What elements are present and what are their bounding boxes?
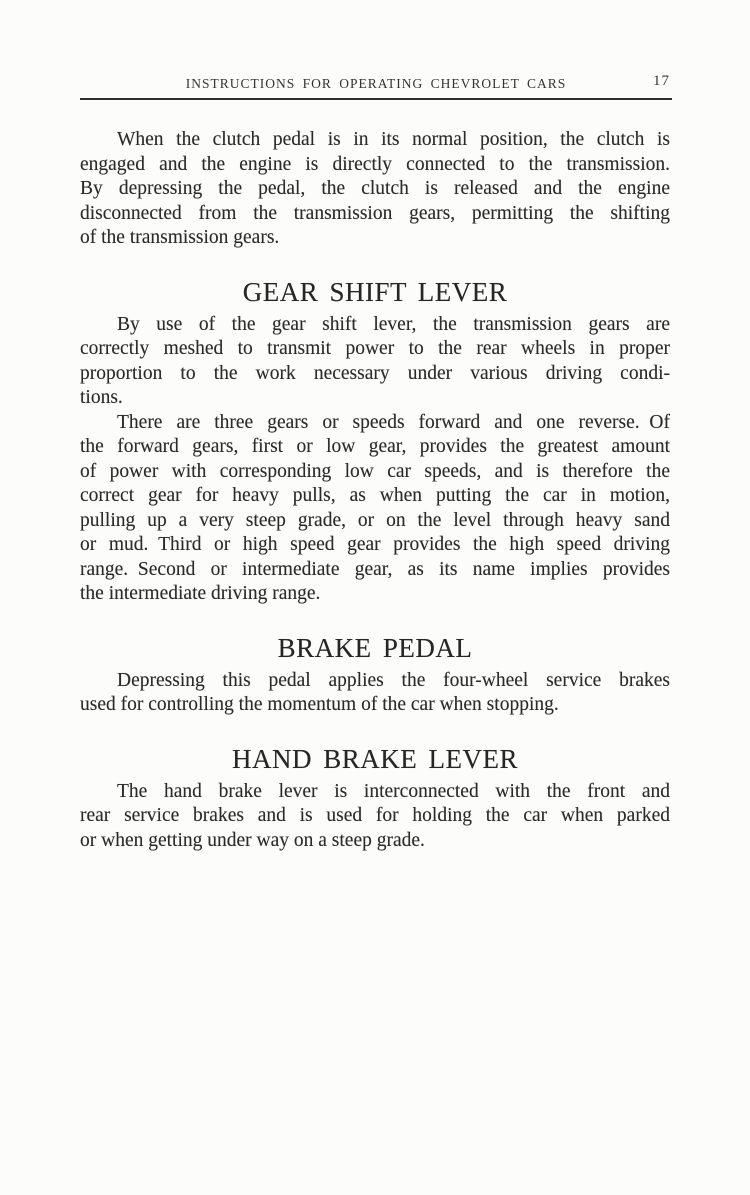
body-line: proportion to the work necessary under various driving condi- — [80, 362, 670, 384]
section-heading-gear-shift-lever: GEAR SHIFT LEVER — [242, 276, 508, 307]
paragraph-gear-shift-use — [80, 313, 670, 411]
body-line: or when getting under way on a steep grade. — [80, 829, 425, 851]
body-line: used for controlling the momentum of the car when stopping. — [80, 694, 559, 715]
paragraph-hand-brake — [80, 780, 670, 854]
body-line: or mud. Third or high speed gear provides the high speed driving — [80, 534, 670, 555]
body-line: When the clutch pedal is in its normal position, the clutch is — [117, 129, 670, 150]
body-line: The hand brake lever is interconnected with the front and — [117, 780, 670, 802]
body-line: tions. — [80, 387, 123, 408]
body-line: correct gear for heavy pulls, as when putting the car in motion, — [80, 485, 670, 506]
page-number: 17 — [653, 73, 670, 89]
paragraph-clutch-pedal — [80, 128, 670, 251]
body-line: pulling up a very steep grade, or on the level through heavy sand — [80, 509, 670, 531]
body-line: By depressing the pedal, the clutch is released and the engine — [80, 178, 670, 199]
body-line: rear service brakes and is used for holding the car when parked — [80, 805, 670, 826]
body-line: the intermediate driving range. — [80, 583, 321, 604]
body-line: correctly meshed to transmit power to the rear wheels in proper — [80, 338, 670, 359]
body-line: By use of the gear shift lever, the transmission gears are — [117, 313, 670, 335]
body-line: range. Second or intermediate gear, as its name implies provides — [80, 558, 670, 580]
body-line: of power with corresponding low car speeds, and is therefore the — [80, 460, 670, 482]
paragraph-gears-description — [80, 411, 670, 607]
body-line: of the transmission gears. — [80, 227, 280, 248]
paragraph-brake-pedal — [80, 669, 670, 718]
section-heading-hand-brake-lever: HAND BRAKE LEVER — [232, 743, 518, 774]
running-header-title: INSTRUCTIONS FOR OPERATING CHEVROLET CARS — [185, 76, 567, 91]
body-line: Depressing this pedal applies the four-wheel service brakes — [117, 669, 670, 691]
body-line: engaged and the engine is directly connected to the transmission. — [80, 153, 670, 175]
body-line: disconnected from the transmission gears, permitting the shifting — [80, 202, 670, 224]
section-heading-brake-pedal: BRAKE PEDAL — [277, 632, 473, 663]
running-header — [80, 73, 672, 100]
body-line: the forward gears, first or low gear, provides the greatest amount — [80, 436, 670, 457]
document-body — [80, 128, 670, 853]
body-line: There are three gears or speeds forward and one reverse. Of — [117, 411, 670, 433]
